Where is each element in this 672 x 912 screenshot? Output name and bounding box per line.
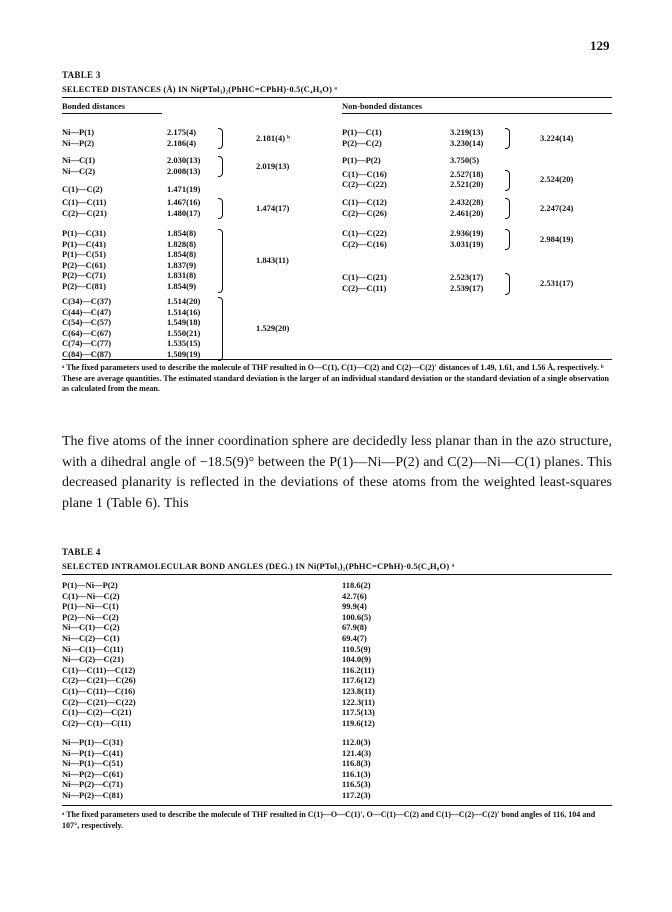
angle-label: Ni—P(2)—C(81) [62, 790, 123, 800]
bond-average: 2.181(4) ᵇ [256, 132, 290, 143]
nonbonded-value: 2.936(19) [450, 228, 484, 238]
bond-label: Ni—C(2) [62, 165, 96, 176]
bond-label: C(44)—C(47) [62, 306, 112, 317]
bond-label: C(1)—C(2) [62, 184, 103, 194]
angle-label: P(2)—Ni—C(2) [62, 611, 119, 622]
body-paragraph: The five atoms of the inner coordination sphere are decidedly less planar than in the azo structure, with a dihedral angle of −18.5(9)° between the P(1)—Ni—P(2) and C(2)—Ni—C(1) planes. This decreased planarity is reflected in the deviations of these atoms from the weighted least-squares plane 1 (Table 6). This [62, 434, 612, 511]
angle-value: 117.6(12) [342, 675, 375, 686]
bond-label: P(2)—C(71) [62, 270, 106, 281]
table4-label: TABLE 4 [62, 547, 101, 557]
table3-bottom-rule [62, 359, 612, 360]
bond-value: 2.175(4) [167, 127, 197, 137]
nonbonded-label: C(1)—C(21) [342, 272, 387, 283]
angle-label: Ni—C(1)—C(11) [62, 643, 124, 654]
bond-value: 1.854(9) [167, 281, 197, 291]
angle-value: 110.5(9) [342, 643, 371, 654]
nonbonded-average: 2.984(19) [540, 233, 574, 244]
angle-value: 119.6(12) [342, 717, 375, 728]
angle-value: 116.2(11) [342, 664, 375, 675]
nonbonded-value: 2.539(17) [450, 283, 484, 293]
nonbonded-label: C(2)—C(22) [342, 179, 387, 190]
table4-bottom-rule [62, 805, 612, 806]
bond-label: P(1)—C(51) [62, 249, 106, 260]
angle-value: 117.5(13) [342, 707, 375, 718]
bond-label: Ni—P(1) [62, 127, 95, 137]
table3-col-nonbonded: Non-bonded distances [342, 101, 423, 111]
nonbonded-value: 3.230(14) [450, 137, 484, 148]
angle-label: C(2)—C(21)—C(26) [62, 675, 136, 686]
nonbonded-label: C(2)—C(16) [342, 238, 387, 249]
table3-top-rule [62, 97, 612, 98]
nonbonded-group-brace [505, 273, 510, 294]
table3-label: TABLE 3 [62, 70, 101, 80]
nonbonded-label: C(1)—C(22) [342, 228, 387, 238]
angle-value: 116.1(3) [342, 768, 371, 779]
nonbonded-value: 3.219(13) [450, 127, 484, 137]
nonbonded-label: P(2)—C(2) [342, 137, 382, 148]
bond-label: P(2)—C(81) [62, 281, 106, 291]
angle-value: 69.4(7) [342, 633, 367, 643]
angle-label: P(1)—Ni—P(2) [62, 580, 118, 590]
nonbonded-value: 2.527(18) [450, 168, 484, 179]
bond-average: 2.019(13) [256, 160, 290, 171]
bond-label: P(2)—C(61) [62, 259, 106, 270]
bond-label: C(64)—C(67) [62, 327, 112, 338]
angle-label: C(1)—C(11)—C(16) [62, 686, 136, 696]
bond-value: 1.828(8) [167, 238, 197, 249]
nonbonded-label: P(1)—P(2) [342, 155, 381, 165]
bond-value: 1.471(19) [167, 184, 201, 194]
table3-col-bonded: Bonded distances [62, 101, 126, 111]
angle-value: 67.9(8) [342, 622, 367, 633]
table3-footnotes [62, 363, 612, 395]
nonbonded-label: C(1)—C(12) [342, 197, 387, 207]
bond-value: 1.854(8) [167, 228, 197, 238]
angle-label: C(2)—C(1)—C(11) [62, 717, 131, 728]
nonbonded-average: 2.531(17) [540, 278, 574, 288]
bond-value: 1.509(19) [167, 349, 201, 359]
bond-label: Ni—P(2) [62, 137, 95, 148]
bond-label: C(84)—C(87) [62, 349, 112, 359]
bond-value: 1.514(16) [167, 306, 201, 317]
nonbonded-label: P(1)—C(1) [342, 127, 382, 137]
bond-value: 1.549(18) [167, 317, 201, 328]
angle-value: 123.8(11) [342, 686, 375, 696]
bond-group-brace [218, 198, 223, 219]
bond-value: 2.008(13) [167, 165, 201, 176]
angle-label: P(1)—Ni—C(1) [62, 601, 119, 612]
nonbonded-label: C(1)—C(16) [342, 168, 387, 179]
bond-label: C(74)—C(77) [62, 338, 112, 349]
nonbonded-label: C(2)—C(26) [342, 207, 387, 218]
nonbonded-value: 2.432(28) [450, 197, 484, 207]
bond-value: 1.480(17) [167, 207, 201, 218]
nonbonded-value: 3.031(19) [450, 238, 484, 249]
nonbonded-average: 2.524(20) [540, 174, 574, 185]
angle-label: Ni—P(2)—C(61) [62, 768, 123, 779]
angle-label: Ni—P(1)—C(41) [62, 747, 123, 758]
bond-value: 1.831(8) [167, 270, 197, 281]
bond-label: C(34)—C(37) [62, 296, 112, 306]
table3-title: SELECTED DISTANCES (Å) IN Ni(PTol₃)₂(PhHC=CPhH)·0.5(C₄H₈O) ᵃ [62, 84, 338, 94]
table3-footnote-b: ᵇ These are average quantities. The estimated standard deviation is the larger of an individual standard deviation or the standard deviation of a single observation as calculated from the mean. [62, 363, 609, 393]
nonbonded-group-brace [505, 229, 510, 250]
bond-value: 1.837(9) [167, 259, 197, 270]
angle-value: 99.9(4) [342, 601, 367, 612]
nonbonded-header-rule [342, 113, 612, 114]
angle-value: 117.2(3) [342, 790, 371, 800]
angle-label: Ni—C(2)—C(1) [62, 633, 120, 643]
bond-value: 2.186(4) [167, 137, 197, 148]
bond-average: 1.474(17) [256, 202, 290, 213]
bond-value: 1.550(21) [167, 327, 201, 338]
bond-label: P(1)—C(31) [62, 228, 106, 238]
angle-label: Ni—C(2)—C(21) [62, 654, 124, 665]
page-number: 129 [590, 38, 610, 53]
nonbonded-value: 2.461(20) [450, 207, 484, 218]
bond-label: C(1)—C(11) [62, 197, 107, 207]
nonbonded-group-brace [505, 198, 510, 219]
angle-value: 42.7(6) [342, 590, 367, 601]
angle-label: C(1)—C(2)—C(21) [62, 707, 132, 718]
bonded-header-rule [62, 113, 162, 114]
angle-value: 116.5(3) [342, 779, 371, 790]
angle-label: C(2)—C(21)—C(22) [62, 696, 136, 707]
nonbonded-label: C(2)—C(11) [342, 283, 387, 293]
angle-value: 122.3(11) [342, 696, 375, 707]
angle-label: Ni—P(1)—C(31) [62, 737, 123, 747]
bond-average: 1.843(11) [256, 254, 289, 265]
bond-group-brace [218, 156, 223, 177]
nonbonded-average: 2.247(24) [540, 202, 574, 213]
nonbonded-value: 2.521(20) [450, 179, 484, 190]
table4-top-rule [62, 574, 612, 575]
bond-value: 1.514(20) [167, 296, 201, 306]
angle-label: C(1)—C(11)—C(12) [62, 664, 136, 675]
bond-average: 1.529(20) [256, 322, 290, 333]
bond-label: P(1)—C(41) [62, 238, 106, 249]
table3-footnote-a: ᵃ The fixed parameters used to describe the molecule of THF resulted in O—C(1), C(1)—C(2) and C(2)—C(2)′ distances of 1.49, 1.61, and 1.56 Å, respectively. [62, 363, 599, 372]
nonbonded-group-brace [505, 170, 510, 191]
bond-group-brace [218, 229, 223, 293]
angle-label: Ni—P(2)—C(71) [62, 779, 123, 790]
bond-value: 1.535(15) [167, 338, 201, 349]
angle-label: Ni—P(1)—C(51) [62, 758, 123, 769]
angle-value: 112.0(3) [342, 737, 371, 747]
bond-label: Ni—C(1) [62, 155, 96, 165]
table4-title: SELECTED INTRAMOLECULAR BOND ANGLES (DEG.) IN Ni(PTol₃)₂(PhHC=CPhH)·0.5(C₄H₈O) ᵃ [62, 561, 455, 571]
bond-label: C(2)—C(21) [62, 207, 107, 218]
bond-label: C(54)—C(57) [62, 317, 112, 328]
bond-value: 2.030(13) [167, 155, 201, 165]
angle-value: 100.6(5) [342, 611, 372, 622]
nonbonded-group-brace [505, 128, 510, 149]
bond-value: 1.854(8) [167, 249, 197, 260]
nonbonded-average: 3.224(14) [540, 132, 574, 143]
angle-value: 121.4(3) [342, 747, 372, 758]
angle-value: 116.8(3) [342, 758, 371, 769]
angle-label: Ni—C(1)—C(2) [62, 622, 120, 633]
nonbonded-value: 2.523(17) [450, 272, 484, 283]
angle-value: 104.0(9) [342, 654, 372, 665]
angle-value: 118.6(2) [342, 580, 371, 590]
bond-group-brace [218, 128, 223, 149]
angle-label: C(1)—Ni—C(2) [62, 590, 120, 601]
bond-group-brace [218, 297, 223, 361]
nonbonded-value: 3.750(5) [450, 155, 480, 165]
table4-footnote: ᵃ The fixed parameters used to describe the molecule of THF resulted in C(1)—O—C(1)′, O—C(1)—C(2) and C(1)—C(2)—C(2)′ bond angles of 116, 104 and 107°, respectively. [62, 810, 596, 830]
bond-value: 1.467(16) [167, 197, 201, 207]
